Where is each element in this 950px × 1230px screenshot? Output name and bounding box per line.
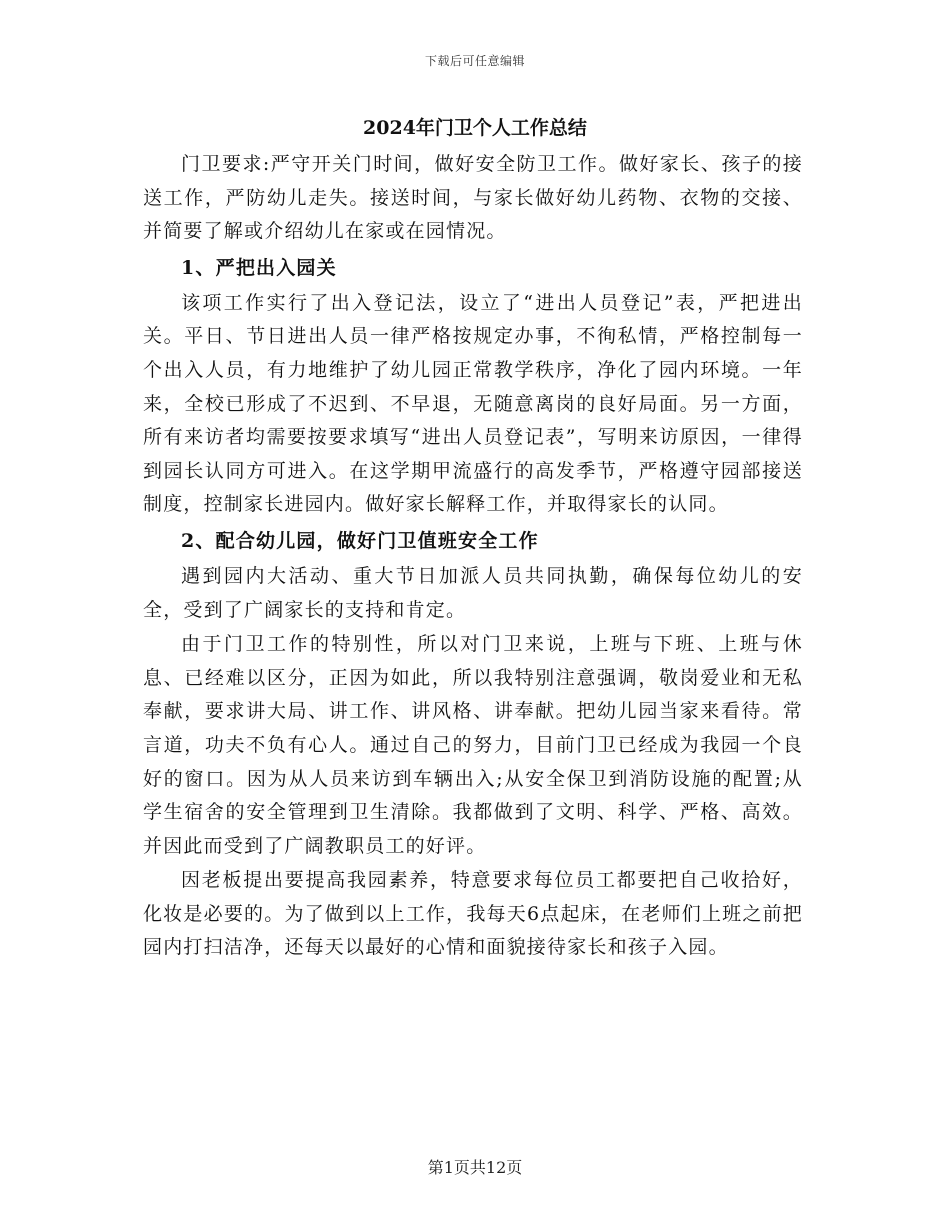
paragraph-intro: 门卫要求:严守开关门时间，做好安全防卫工作。做好家长、孩子的接送工作，严防幼儿走失。接送时间，与家长做好幼儿药物、衣物的交接、并简要了解或介绍幼儿在家或在园情况。 bbox=[143, 153, 803, 243]
paragraph-section-1: 该项工作实行了出入登记法，设立了“进出人员登记”表，严把进出关。平日、节日进出人员一律严格按规定办事，不徇私情，严格控制每一个出入人员，有力地维护了幼儿园正常教学秩序，净化了园内环境。一年来，全校已形成了不迟到、不早退，无随意离岗的良好局面。另一方面，所有来访者均需要按要求填写“进出人员登记表”，写明来访原因，一律得到园长认同方可进入。在这学期甲流盛行的高发季节，严格遵守园部接送制度，控制家长进园内。做好家长解释工作，并取得家长的认同。 bbox=[143, 291, 803, 516]
document-title: 2024年门卫个人工作总结 bbox=[363, 117, 587, 139]
paragraph-section-2c: 因老板提出要提高我园素养，特意要求每位员工都要把自己收拾好，化妆是必要的。为了做到以上工作，我每天6点起床，在老师们上班之前把园内打扫洁净，还每天以最好的心情和面貌接待家长和孩子入园。 bbox=[143, 869, 803, 959]
section-heading-2: 2、配合幼儿园，做好门卫值班安全工作 bbox=[181, 529, 539, 552]
paragraph-section-2b: 由于门卫工作的特别性，所以对门卫来说，上班与下班、上班与休息、已经难以区分，正因为如此，所以我特别注意强调，敬岗爱业和无私奉献，要求讲大局、讲工作、讲风格、讲奉献。把幼儿园当家来看待。常言道，功夫不负有心人。通过自己的努力，目前门卫已经成为我园一个良好的窗口。因为从人员来访到车辆出入;从安全保卫到消防设施的配置;从学生宿舍的安全管理到卫生清除。我都做到了文明、科学、严格、高效。并因此而受到了广阔教职员工的好评。 bbox=[143, 633, 803, 857]
page-number-footer: 第1页共12页 bbox=[427, 1158, 523, 1177]
section-heading-1: 1、严把出入园关 bbox=[181, 256, 337, 279]
paragraph-section-2a: 遇到园内大活动、重大节日加派人员共同执勤，确保每位幼儿的安全，受到了广阔家长的支持和肯定。 bbox=[143, 564, 803, 621]
header-note: 下载后可任意编辑 bbox=[424, 54, 525, 68]
document-body bbox=[143, 112, 803, 966]
